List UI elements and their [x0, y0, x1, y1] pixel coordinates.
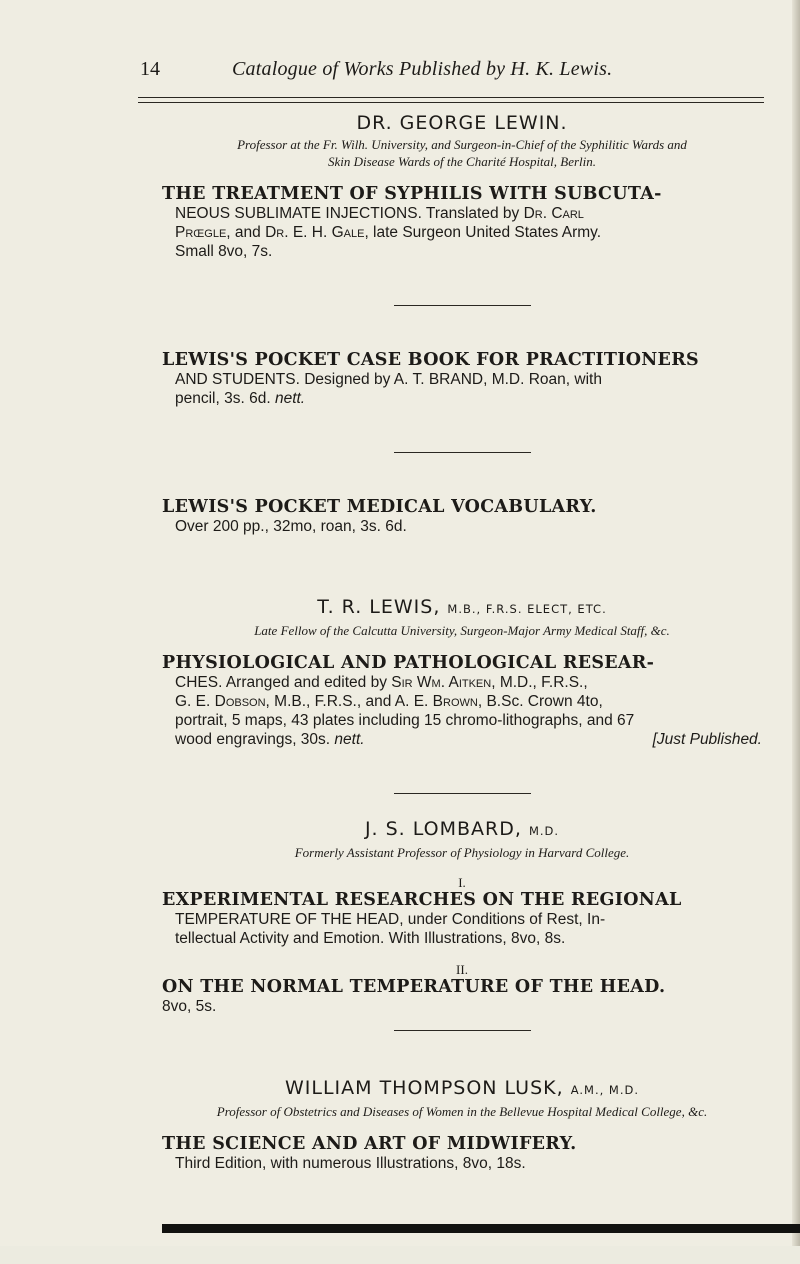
- bottom-dark-strip: [162, 1224, 800, 1233]
- book-description: CHES. Arranged and edited by Sir Wm. Aitken, M.D., F.R.S., G. E. Dobson, M.B., F.R.S., and A. E. Brown, B.Sc. Crown 4to, portrait, 5 maps, 43 plates including 15 chromo-lithographs, and 67 wood engravings, 30s. nett. [Just Published.: [175, 674, 762, 748]
- author-credentials: M.D.: [528, 824, 560, 838]
- author-credentials: A.M., M.D.: [570, 1083, 640, 1097]
- author-name: WILLIAM THOMPSON LUSK, A.M., M.D.: [284, 1077, 640, 1099]
- page-edge-shadow: [792, 0, 800, 1264]
- entry-lombard: [162, 816, 762, 1016]
- book-title-continued: CHES.: [175, 674, 223, 691]
- book-description: Third Edition, with numerous Illustrations, 8vo, 18s.: [175, 1155, 526, 1172]
- item-number: II.: [456, 962, 468, 977]
- page-number: 14: [140, 58, 160, 80]
- page-header: [0, 58, 800, 88]
- book-title: LEWIS'S POCKET MEDICAL VOCABULARY.: [162, 497, 597, 517]
- book-title: EXPERIMENTAL RESEARCHES ON THE REGIONAL: [162, 890, 682, 910]
- entry-pocket-vocabulary: [162, 497, 762, 536]
- entry-tr-lewis: [162, 594, 762, 749]
- book-title-continued: AND STUDENTS.: [175, 371, 300, 388]
- author-name: DR. GEORGE LEWIN.: [356, 112, 568, 134]
- book-description: AND STUDENTS. Designed by A. T. BRAND, M.D. Roan, with pencil, 3s. 6d. nett.: [175, 371, 602, 407]
- entry-pocket-case-book: [162, 350, 762, 408]
- author-credentials: M.B., F.R.S. ELECT, ETC.: [447, 602, 607, 616]
- page-bottom-edge: [0, 1246, 800, 1264]
- book-description: TEMPERATURE OF THE HEAD, under Conditions of Rest, In- tellectual Activity and Emotion. With Illustrations, 8vo, 8s.: [175, 911, 606, 947]
- book-title-continued: NEOUS SUBLIMATE INJECTIONS.: [175, 205, 422, 222]
- author-affiliation: Professor of Obstetrics and Diseases of Women in the Bellevue Hospital Medical College, &c.: [216, 1104, 708, 1119]
- book-title: LEWIS'S POCKET CASE BOOK FOR PRACTITIONERS: [162, 350, 699, 370]
- entry-lusk: [162, 1075, 762, 1173]
- running-title: Catalogue of Works Published by H. K. Lewis.: [232, 58, 613, 80]
- entry-lewin: [162, 110, 762, 261]
- book-description: NEOUS SUBLIMATE INJECTIONS. Translated by Dr. Carl Prœgle, and Dr. E. H. Gale, late Surgeon United States Army. Small 8vo, 7s.: [175, 205, 602, 260]
- author-affiliation: Professor at the Fr. Wilh. University, and Surgeon-in-Chief of the Syphilitic Wards and Skin Disease Wards of the Charité Hospital, Berlin.: [237, 137, 687, 169]
- book-title: THE SCIENCE AND ART OF MIDWIFERY.: [162, 1134, 577, 1154]
- catalogue-content: [162, 110, 762, 1173]
- book-description: 8vo, 5s.: [162, 998, 217, 1015]
- author-name: T. R. LEWIS, M.B., F.R.S. ELECT, ETC.: [317, 596, 607, 618]
- book-title: ON THE NORMAL TEMPERATURE OF THE HEAD.: [162, 977, 666, 997]
- book-title: THE TREATMENT OF SYPHILIS WITH SUBCUTA-: [162, 184, 662, 204]
- item-number: I.: [458, 875, 466, 890]
- just-published-note: [Just Published.: [652, 731, 762, 748]
- author-affiliation: Late Fellow of the Calcutta University, Surgeon-Major Army Medical Staff, &c.: [254, 623, 670, 638]
- author-affiliation: Formerly Assistant Professor of Physiology in Harvard College.: [294, 845, 630, 860]
- book-title: PHYSIOLOGICAL AND PATHOLOGICAL RESEAR-: [162, 653, 655, 673]
- header-double-rule: [138, 97, 764, 103]
- author-name: J. S. LOMBARD, M.D.: [364, 818, 560, 840]
- book-description: Over 200 pp., 32mo, roan, 3s. 6d.: [175, 518, 407, 535]
